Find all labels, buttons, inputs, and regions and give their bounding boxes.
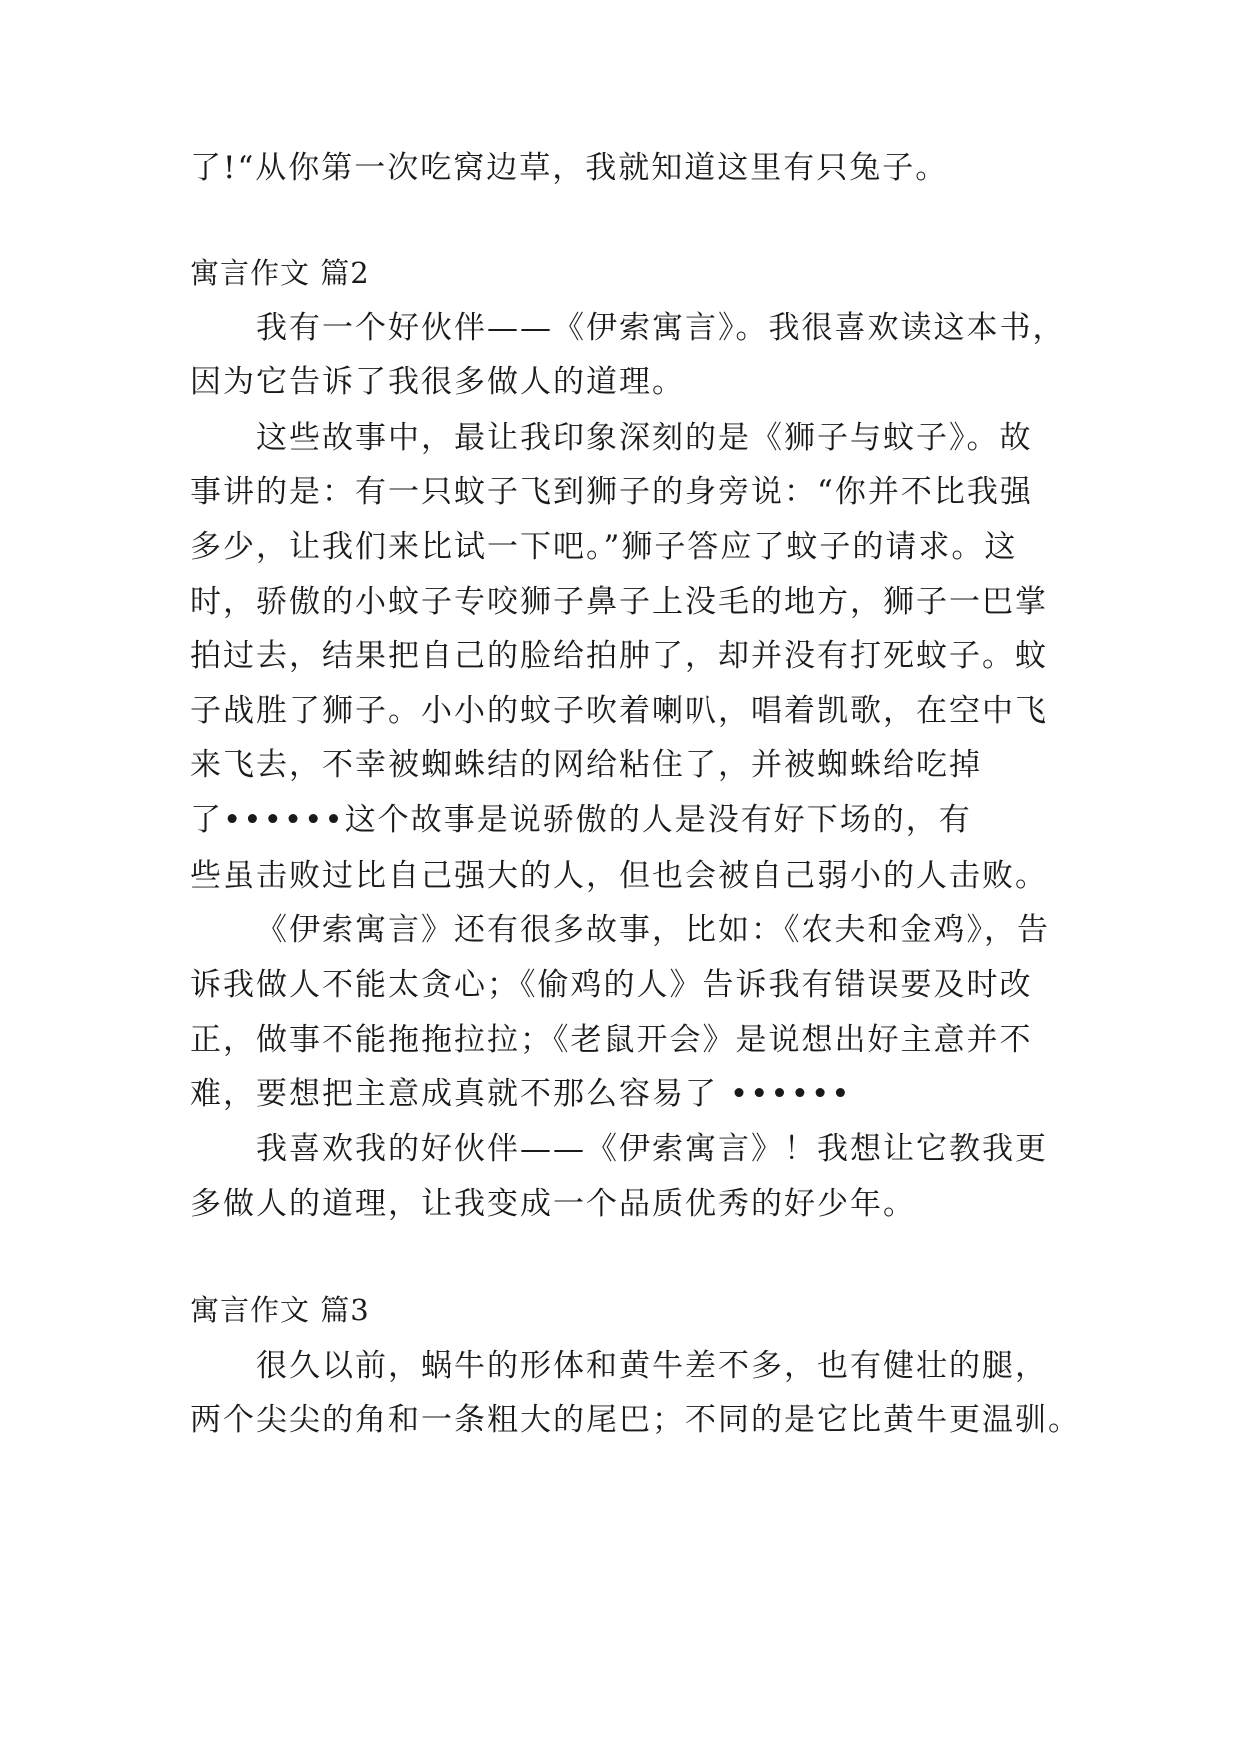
section2-line-8: 子战胜了狮子。小小的蚊子吹着喇叭，唱着凯歌，在空中飞: [190, 693, 1048, 729]
section2-line-6: 时，骄傲的小蚊子专咬狮子鼻子上没毛的地方，狮子一巴掌: [190, 584, 1048, 620]
section3-line-1: 很久以前，蜗牛的形体和黄牛差不多，也有健壮的腿，: [256, 1348, 1048, 1384]
section2-line-13: 诉我做人不能太贪心；《偷鸡的人》告诉我有错误要及时改: [190, 967, 1033, 1003]
section3-line-2: 两个尖尖的角和一条粗大的尾巴；不同的是它比黄牛更温驯。: [190, 1402, 1081, 1438]
section2-line-12: 《伊索寓言》还有很多故事，比如：《农夫和金鸡》，告: [256, 912, 1050, 948]
section2-line-16: 我喜欢我的好伙伴——《伊索寓言》！我想让它教我更: [256, 1131, 1048, 1167]
section2-line-5: 多少，让我们来比试一下吧。”狮子答应了蚊子的请求。这: [190, 529, 1018, 565]
section2-line-10: 了••••••这个故事是说骄傲的人是没有好下场的，有: [190, 802, 972, 838]
section2-line-15: 难，要想把主意成真就不那么容易了 ••••••: [190, 1076, 852, 1112]
section2-heading: 寓言作文 篇2: [190, 256, 370, 290]
section2-line-14: 正，做事不能拖拖拉拉；《老鼠开会》是说想出好主意并不: [190, 1022, 1033, 1058]
section2-line-2: 因为它告诉了我很多做人的道理。: [190, 364, 685, 400]
intro-line: 了!“从你第一次吃窝边草，我就知道这里有只兔子。: [190, 150, 949, 186]
section2-line-7: 拍过去，结果把自己的脸给拍肿了，却并没有打死蚊子。蚊: [190, 638, 1048, 674]
section2-line-11: 些虽击败过比自己强大的人，但也会被自己弱小的人击败。: [190, 858, 1048, 894]
section2-line-9: 来飞去，不幸被蜘蛛结的网给粘住了，并被蜘蛛给吃掉: [190, 747, 982, 783]
section2-line-17: 多做人的道理，让我变成一个品质优秀的好少年。: [190, 1186, 916, 1222]
section2-line-4: 事讲的是：有一只蚊子飞到狮子的身旁说：“你并不比我强: [190, 474, 1033, 510]
section2-line-1: 我有一个好伙伴——《伊索寓言》。我很喜欢读这本书，: [256, 310, 1066, 346]
section3-heading: 寓言作文 篇3: [190, 1293, 370, 1327]
section2-line-3: 这些故事中，最让我印象深刻的是《狮子与蚊子》。故: [256, 420, 1033, 456]
